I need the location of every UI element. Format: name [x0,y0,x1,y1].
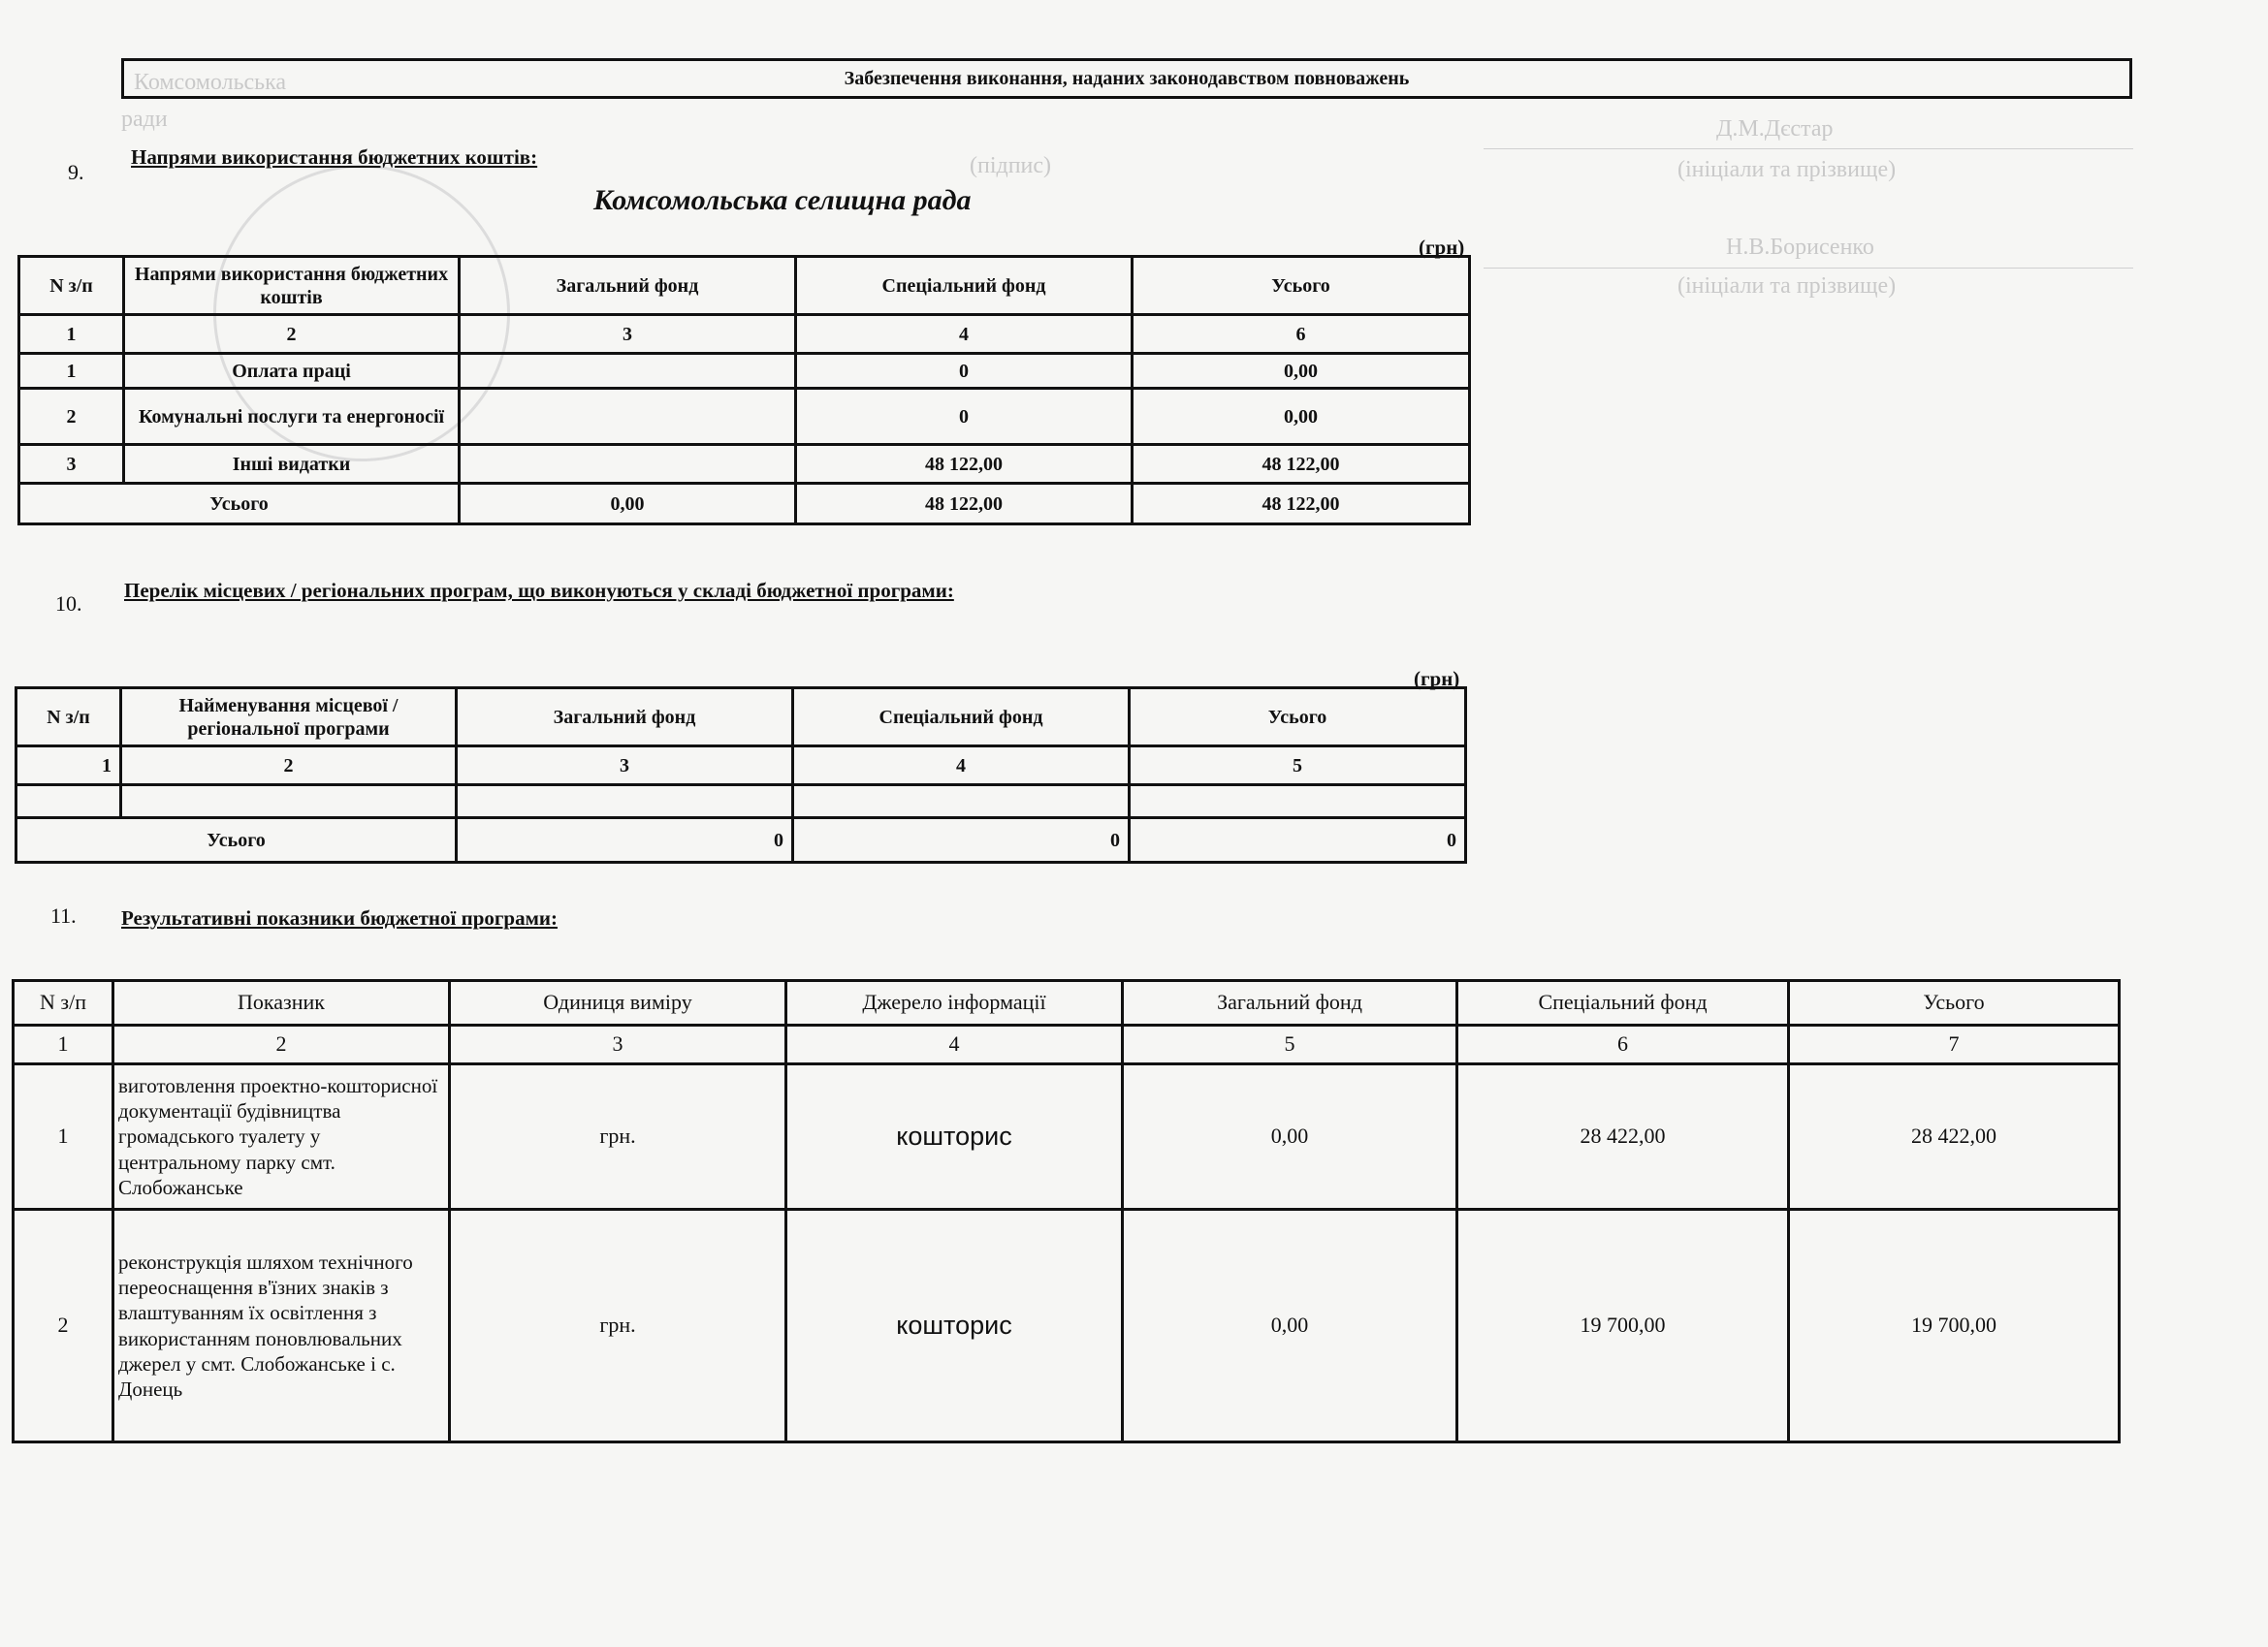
cell: 2 [19,389,124,445]
index-cell: 7 [1789,1026,2120,1064]
cell: 3 [19,445,124,484]
cell [460,445,796,484]
general-fund-cell: 0,00 [1123,1064,1457,1210]
index-cell: 4 [796,315,1133,354]
cell: 0,00 [1133,389,1470,445]
cell [460,354,796,389]
col-header: Загальний фонд [460,257,796,315]
empty-cell [793,785,1130,818]
section-9-unit: (грн) [1419,236,1465,259]
index-cell: 1 [19,315,124,354]
budget-task-box [121,58,2132,99]
col-header: Усього [1130,688,1466,746]
index-cell: 6 [1457,1026,1789,1064]
cell: 48 122,00 [796,445,1133,484]
cell: Комунальні послуги та енергоносії [124,389,460,445]
table-header-row [16,688,1466,746]
indicator-description: реконструкція шляхом технічного переоснащення в'їзних знаків з влаштуванням їх освітлення з використанням поновлювальних джерел у смт. Слобожанське і с. Донець [113,1210,450,1442]
table-index-row [14,1026,2120,1064]
col-header: Усього [1133,257,1470,315]
total-cell: 0 [793,818,1130,863]
section-10-title: Перелік місцевих / регіональних програм, що виконуються у складі бюджетної програми: [124,579,954,602]
section-11-title: Результативні показники бюджетної програми: [121,906,559,930]
index-cell: 1 [14,1026,113,1064]
bleed-left-1: Комсомольська [134,70,287,95]
table-row-empty [16,785,1466,818]
total-cell: 19 700,00 [1789,1210,2120,1442]
section-9-title: Напрями використання бюджетних коштів: [131,145,538,169]
empty-cell [121,785,457,818]
total-label: Усього [16,818,457,863]
section-11-number: 11. [50,903,77,928]
bleed-left-2: ради [121,107,168,132]
index-cell: 1 [16,746,121,785]
source-cell: кошторис [786,1064,1123,1210]
col-header: N з/п [16,688,121,746]
col-header: Джерело інформації [786,981,1123,1026]
table-total-row [16,818,1466,863]
source-cell: кошторис [786,1210,1123,1442]
index-cell: 2 [113,1026,450,1064]
cell [460,389,796,445]
table-index-row [16,746,1466,785]
bleed-initials-1: (ініціали та прізвище) [1677,157,1897,182]
bleed-name-1: Д.М.Дєстар [1716,116,1834,142]
col-header: Спеціальний фонд [793,688,1130,746]
table-row [14,1210,2120,1442]
section-10-unit: (грн) [1414,667,1460,690]
index-cell: 3 [450,1026,786,1064]
index-cell: 3 [457,746,793,785]
table-header-row [14,981,2120,1026]
index-cell: 5 [1130,746,1466,785]
col-header: Загальний фонд [457,688,793,746]
performance-indicators-table [12,979,2121,1443]
budget-directions-table [17,255,1471,525]
bleed-line [1484,148,2133,149]
table-row [19,389,1470,445]
col-header: N з/п [19,257,124,315]
index-cell: 4 [786,1026,1123,1064]
index-cell: 2 [121,746,457,785]
total-cell: 0 [457,818,793,863]
total-cell: 48 122,00 [1133,484,1470,524]
cell: Оплата праці [124,354,460,389]
col-header: Одиниця виміру [450,981,786,1026]
col-header: Спеціальний фонд [1457,981,1789,1026]
bleed-name-2: Н.В.Борисенко [1726,235,1874,260]
table-header-row [19,257,1470,315]
indicator-description: виготовлення проектно-кошторисної документації будівництва громадського туалету у центральному парку смт. Слобожанське [113,1064,450,1210]
section-9-number: 9. [68,160,84,184]
bleed-line [1484,268,2133,269]
row-number: 1 [14,1064,113,1210]
cell: Інші видатки [124,445,460,484]
empty-cell [1130,785,1466,818]
col-header: N з/п [14,981,113,1026]
col-header: Напрями використання бюджетних коштів [124,257,460,315]
empty-cell [16,785,121,818]
unit-cell: грн. [450,1210,786,1442]
col-header: Спеціальний фонд [796,257,1133,315]
index-cell: 3 [460,315,796,354]
index-cell: 6 [1133,315,1470,354]
organization-title: Комсомольська селищна рада [593,184,972,216]
table-index-row [19,315,1470,354]
cell: 48 122,00 [1133,445,1470,484]
col-header: Найменування місцевої / регіональної програми [121,688,457,746]
col-header: Показник [113,981,450,1026]
section-10-number: 10. [55,591,82,616]
general-fund-cell: 0,00 [1123,1210,1457,1442]
regional-programs-table [15,686,1467,864]
total-label: Усього [19,484,460,524]
unit-cell: грн. [450,1064,786,1210]
cell: 0 [796,389,1133,445]
budget-task-title: Забезпечення виконання, наданих законодавством повноважень [844,67,1410,89]
special-fund-cell: 28 422,00 [1457,1064,1789,1210]
empty-cell [457,785,793,818]
table-row [19,445,1470,484]
index-cell: 5 [1123,1026,1457,1064]
cell: 1 [19,354,124,389]
index-cell: 2 [124,315,460,354]
cell: 0 [796,354,1133,389]
table-row [14,1064,2120,1210]
table-row [19,354,1470,389]
col-header: Загальний фонд [1123,981,1457,1026]
bleed-sign: (підпис) [970,153,1052,178]
row-number: 2 [14,1210,113,1442]
cell: 0,00 [1133,354,1470,389]
total-cell: 0 [1130,818,1466,863]
bleed-initials-2: (ініціали та прізвище) [1677,273,1897,299]
col-header: Усього [1789,981,2120,1026]
table-total-row [19,484,1470,524]
index-cell: 4 [793,746,1130,785]
total-cell: 0,00 [460,484,796,524]
total-cell: 28 422,00 [1789,1064,2120,1210]
total-cell: 48 122,00 [796,484,1133,524]
special-fund-cell: 19 700,00 [1457,1210,1789,1442]
